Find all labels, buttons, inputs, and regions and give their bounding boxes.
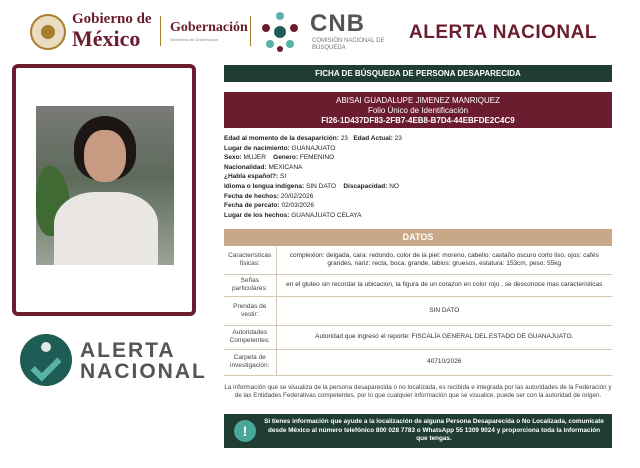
disclaimer: La información que se visualiza de la persona desaparecida o no localizada, es recibida e integrada por las autoridades de la Federación y de las Entidades Federativas competentes, por lo que cualquier información que se visualice, puede ser con la autoridad de origen.: [224, 384, 612, 400]
folio-label: Folio Único de Identificación: [367, 106, 469, 115]
datos-value: en el gluteo sin recordar la ubicacion, la figura de un corazon en color rojo , se desconoce mas caracteristicas: [276, 274, 612, 296]
header-divider: [250, 16, 251, 46]
gobernacion-sub: Secretaría de Gobernación: [170, 37, 219, 42]
photo-frame: [12, 64, 196, 316]
contact-text: Si tienes información que ayude a la localización de alguna Persona Desaparecida o No Localizada, comunícate desde México al número telefónico 800 028 7783 o WhatsApp 55 1309 9024 y proporciona toda la información que tengas.: [264, 418, 604, 443]
exclamation-icon: !: [234, 420, 256, 442]
info-row: ¿Habla español?: SI: [224, 173, 287, 181]
datos-value: Autoridad que ingresó el reporte: FISCALÍA GENERAL DEL ESTADO DE GUANAJUATO.: [276, 325, 612, 349]
datos-label: Autoridades Competentes:: [224, 325, 276, 349]
folio-value: FI26-1D437DF83-2FB7-4EB8-B7D4-44EBFDE2C4C9: [321, 116, 515, 125]
gobernacion-label: Gobernación: [170, 20, 248, 35]
ficha-title: FICHA DE BÚSQUEDA DE PERSONA DESAPARECIDA: [224, 65, 612, 82]
datos-label: Carpeta de investigación:: [224, 349, 276, 375]
header-divider: [160, 16, 161, 46]
person-photo: [36, 106, 174, 265]
datos-value: SIN DATO: [276, 296, 612, 325]
cnb-name: CNB: [310, 10, 365, 37]
info-row: Fecha de hechos: 20/02/2026: [224, 192, 314, 200]
info-row: Lugar de nacimiento: GUANAJUATO: [224, 144, 336, 152]
datos-table: [224, 247, 612, 376]
datos-label: Señas particulares:: [224, 274, 276, 296]
info-row: Nacionalidad: MEXICANA: [224, 163, 303, 171]
alerta-nacional-title: ALERTA NACIONAL: [409, 22, 597, 43]
contact-footer: [224, 414, 612, 448]
datos-label: Prendas de vestir:: [224, 296, 276, 325]
person-info: [224, 134, 612, 220]
alerta-nacional-logo-text: ALERTA NACIONAL: [80, 339, 207, 383]
coat-of-arms-icon: [30, 14, 66, 50]
gobierno-mexico-logo: [72, 12, 152, 50]
table-row: [224, 325, 612, 349]
info-row: Fecha de percato: 02/03/2026: [224, 202, 314, 210]
info-row: Sexo: MUJER Genero: FEMENINO: [224, 154, 335, 162]
datos-value: 40710/2026: [276, 349, 612, 375]
person-name: ABISAI GUADALUPE JIMENEZ MANRIQUEZ: [335, 96, 501, 105]
person-name-box: [224, 92, 612, 128]
alerta-nacional-logo-icon: [20, 334, 72, 386]
cnb-subtitle: COMISIÓN NACIONAL DE BÚSQUEDA: [312, 38, 385, 52]
info-row: Idioma o lengua indígena: SIN DATO Discapacidad: NO: [224, 182, 399, 190]
header: [0, 0, 640, 60]
table-row: [224, 274, 612, 296]
gobierno-line2: México: [72, 26, 141, 51]
gobierno-line1: Gobierno de: [72, 11, 152, 27]
table-row: [224, 296, 612, 325]
table-row: [224, 349, 612, 375]
datos-title: DATOS: [224, 229, 612, 246]
info-row: Edad al momento de la desaparición: 23 Edad Actual: 23: [224, 135, 402, 142]
info-row: Lugar de los hechos: GUANAJUATO CELAYA: [224, 211, 362, 219]
datos-value: complexion: delgada, cara: redondo, color de la piel: moreno, cabello: castaño oscuro corto liso, ojos: cafés grandes, nariz: recta, boca: grande, labios: gruesos, estatura: 153cm, peso: 55kg: [276, 247, 612, 274]
table-row: [224, 247, 612, 274]
datos-label: Características físicas:: [224, 247, 276, 274]
cnb-logo-icon: [258, 10, 302, 54]
